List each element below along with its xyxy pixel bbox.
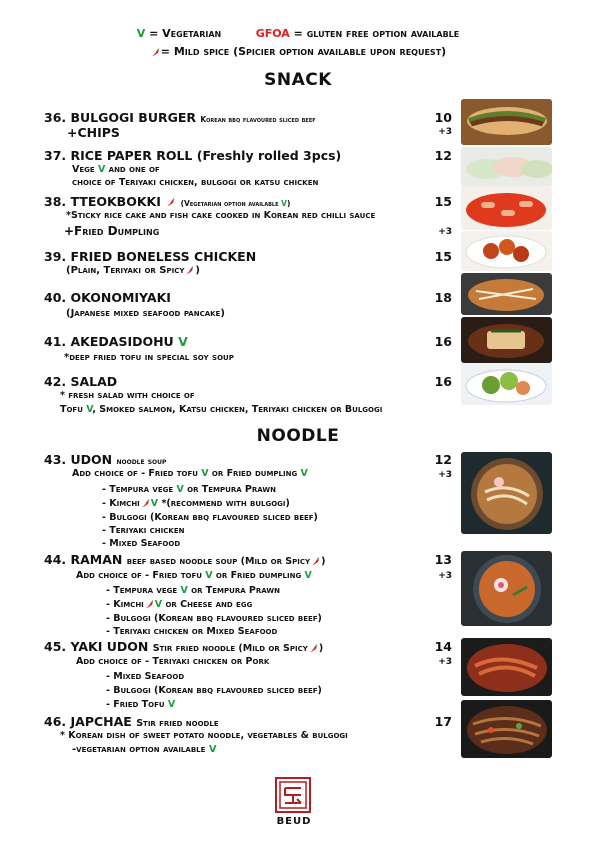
- vegetarian-mark: V: [281, 199, 287, 208]
- vegetarian-mark: V: [201, 468, 209, 479]
- item-44-line-2: [106, 585, 280, 596]
- gfoa-legend-text: = gluten free option available: [293, 27, 460, 40]
- item-40-description: (Japanese mixed seafood pancake): [66, 308, 225, 319]
- vegetarian-mark: V: [167, 699, 176, 710]
- item-46-subtitle: Stir fried noodle: [136, 718, 219, 729]
- chili-icon: [145, 600, 154, 609]
- item-44-line-3: [106, 599, 252, 610]
- udon-photo: [461, 452, 552, 534]
- item-39-options: [66, 265, 200, 276]
- spice-legend-text: = Mild spice (Spicier option available upon request): [160, 45, 447, 58]
- item-45-teriyaki-pork: Teriyaki chicken or Pork: [152, 656, 270, 667]
- item-45-line-4: [106, 699, 175, 710]
- item-44-subtitle-close: ): [321, 556, 326, 567]
- menu-item-40-title: 40. OKONOMIYAKI: [44, 290, 171, 305]
- item-45-subtitle-close: ): [318, 643, 324, 654]
- yaki-udon-photo: [461, 638, 552, 696]
- item-38-addon-price: +3: [438, 227, 452, 237]
- item-44-price: 13: [434, 552, 452, 567]
- item-39-options-text: (Plain, Teriyaki or Spicy: [66, 265, 185, 276]
- vegetarian-mark: V: [304, 570, 312, 581]
- vegetarian-mark: V: [176, 484, 184, 495]
- vegetarian-mark: V: [154, 599, 163, 610]
- agedashi-tofu-photo: [461, 317, 552, 363]
- vegetarian-mark: V: [97, 164, 106, 175]
- menu-item-44-title: [44, 552, 325, 567]
- item-43-addon-price: +3: [438, 470, 452, 480]
- item-36-name: 36. BULGOGI BURGER: [44, 110, 197, 125]
- item-42-options: , Smoked salmon, Katsu chicken, Teriyaki chicken or Bulgogi: [92, 404, 383, 415]
- item-45-subtitle: [153, 643, 323, 654]
- menu-item-36-title: [44, 110, 316, 125]
- item-45-subtitle-text: Stir fried noodle (Mild or Spicy: [152, 643, 308, 654]
- item-43-line-6: - Mixed Seafood: [102, 538, 181, 549]
- item-43-line-5: - Teriyaki chicken: [102, 525, 185, 536]
- legend-line-1: [0, 27, 596, 40]
- menu-item-46-title: [44, 714, 219, 729]
- vegetarian-mark: V: [180, 585, 188, 596]
- chili-icon: [311, 557, 320, 566]
- item-44-cheese-egg: or Cheese and egg: [165, 599, 253, 610]
- chili-icon: [151, 48, 160, 57]
- raman-photo: [461, 551, 552, 626]
- item-37-price: 12: [434, 148, 452, 163]
- vegetarian-mark: V: [205, 570, 213, 581]
- item-36-price: 10: [434, 110, 452, 125]
- item-42-line-2: [60, 404, 382, 415]
- item-38-price: 15: [434, 194, 452, 209]
- item-37-line-1: [72, 164, 160, 175]
- bulgogi-burger-photo: [461, 99, 552, 145]
- item-43-tempura-vege: - Tempura vege: [102, 484, 174, 495]
- item-46-line-1: * Korean dish of sweet potato noodle, vegetables & bulgogi: [60, 730, 348, 741]
- item-46-line-2: [72, 744, 217, 755]
- item-41-name: 41. AKEDASIDOHU: [44, 334, 174, 349]
- item-45-line-1: [76, 656, 269, 667]
- item-44-fried-dumpling: or Fried dumpling: [215, 570, 302, 581]
- item-36-description: Korean bbq flavoured sliced beef: [200, 115, 316, 124]
- vegetarian-mark: V: [208, 744, 217, 755]
- item-39-price: 15: [434, 249, 452, 264]
- item-42-price: 16: [434, 374, 452, 389]
- item-38-note: [181, 199, 291, 208]
- rice-paper-roll-photo: [461, 147, 552, 187]
- item-38-note-close: ): [286, 199, 291, 208]
- salad-photo: [461, 363, 552, 405]
- tteokbokki-photo: [461, 186, 552, 230]
- item-45-name: 45. YAKI UDON: [44, 639, 149, 654]
- item-41-price: 16: [434, 334, 452, 349]
- item-46-vegetarian-option: -vegetarian option available: [72, 744, 206, 755]
- item-38-name: 38. TTEOKBOKKI: [44, 194, 161, 209]
- item-44-kimchi: - Kimchi: [106, 599, 144, 610]
- okonomiyaki-photo: [461, 273, 552, 315]
- item-44-name: 44. RAMAN: [44, 552, 123, 567]
- item-44-line-1: [76, 570, 312, 581]
- item-43-subtitle: noodle soup: [116, 457, 167, 467]
- item-43-recommend: *(recommend with bulgogi): [161, 498, 290, 509]
- chili-icon: [141, 499, 150, 508]
- item-38-description: *Sticky rice cake and fish cake cooked in Korean red chilli sauce: [66, 210, 376, 221]
- beud-logo-icon: [275, 777, 311, 813]
- item-36-chips: +CHIPS: [67, 125, 120, 140]
- fried-chicken-photo: [461, 231, 552, 271]
- item-44-tempura-prawn: or Tempura Prawn: [191, 585, 280, 596]
- vegetarian-mark: V: [86, 404, 93, 415]
- chili-icon: [185, 266, 194, 275]
- item-43-line-2: [102, 484, 276, 495]
- item-40-price: 18: [434, 290, 452, 305]
- item-45-line-2: - Mixed Seafood: [106, 671, 185, 682]
- item-45-fried-tofu: - Fried Tofu: [106, 699, 165, 710]
- menu-item-43-title: [44, 452, 166, 467]
- japchae-photo: [461, 700, 552, 758]
- item-44-line-4: - Bulgogi (Korean bbq flavoured sliced beef): [106, 613, 322, 624]
- item-42-line-1: * fresh salad with choice of: [60, 390, 195, 401]
- legend-line-2: [0, 45, 596, 58]
- menu-item-37-title: 37. RICE PAPER ROLL (Freshly rolled 3pcs): [44, 148, 342, 163]
- item-45-line-3: - Bulgogi (Korean bbq flavoured sliced beef): [106, 685, 322, 696]
- section-title-snack: SNACK: [264, 70, 332, 90]
- item-43-line-3: [102, 498, 290, 509]
- item-44-subtitle: [127, 556, 326, 567]
- item-45-price: 14: [434, 639, 452, 654]
- vegetarian-symbol: V: [136, 27, 146, 40]
- menu-item-42-title: 42. SALAD: [44, 374, 118, 389]
- item-46-name: 46. JAPCHAE: [44, 714, 132, 729]
- chili-icon: [166, 198, 175, 207]
- item-37-line-2: choice of Teriyaki chicken, bulgogi or katsu chicken: [72, 177, 319, 188]
- item-41-description: *deep fried tofu in special soy soup: [64, 352, 234, 363]
- item-39-options-close: ): [195, 265, 200, 276]
- item-43-fried-dumpling: or Fried dumpling: [211, 468, 298, 479]
- vegetarian-mark: V: [300, 468, 308, 479]
- vegetarian-mark: V: [178, 334, 188, 349]
- menu-item-41-title: [44, 334, 188, 349]
- vegetarian-legend-text: = Vegetarian: [149, 27, 222, 40]
- menu-item-38-title: [44, 194, 290, 209]
- item-44-line-5: - Teriyaki chicken or Mixed Seafood: [106, 626, 278, 637]
- item-43-price: 12: [434, 452, 452, 467]
- item-38-addon: +Fried Dumpling: [64, 224, 160, 238]
- item-43-kimchi: - Kimchi: [102, 498, 140, 509]
- item-43-name: 43. UDON: [44, 452, 113, 467]
- gfoa-symbol: GFOA: [255, 27, 290, 40]
- item-44-tempura-vege: - Tempura vege: [106, 585, 178, 596]
- item-43-add-choice: Add choice of -: [72, 468, 146, 479]
- item-46-price: 17: [434, 714, 452, 729]
- item-37-vege: Vege: [72, 164, 95, 175]
- item-42-tofu: Tofu: [60, 404, 83, 415]
- menu-item-39-title: 39. FRIED BONELESS CHICKEN: [44, 249, 257, 264]
- item-44-subtitle-text: beef based noodle soup (Mild or Spicy: [126, 556, 311, 567]
- vegetarian-mark: V: [150, 498, 159, 509]
- item-45-addon-price: +3: [438, 657, 452, 667]
- menu-item-45-title: [44, 639, 323, 654]
- item-38-note-text: (Vegetarian option available: [180, 199, 279, 208]
- item-44-addon-price: +3: [438, 571, 452, 581]
- chili-icon: [309, 644, 318, 653]
- item-43-tempura-prawn: or Tempura Prawn: [187, 484, 276, 495]
- section-title-noodle: NOODLE: [256, 426, 340, 446]
- item-44-add-choice: Add choice of -: [76, 570, 150, 581]
- item-44-fried-tofu: Fried tofu: [152, 570, 202, 581]
- item-43-line-4: - Bulgogi (Korean bbq flavoured sliced beef): [102, 512, 318, 523]
- item-43-fried-tofu: Fried tofu: [148, 468, 198, 479]
- item-45-add-choice: Add choice of -: [76, 656, 150, 667]
- item-43-line-1: [72, 468, 308, 479]
- item-37-and-one: and one of: [108, 164, 160, 175]
- brand-name: BEUD: [276, 816, 312, 827]
- item-36-chips-price: +3: [438, 127, 452, 137]
